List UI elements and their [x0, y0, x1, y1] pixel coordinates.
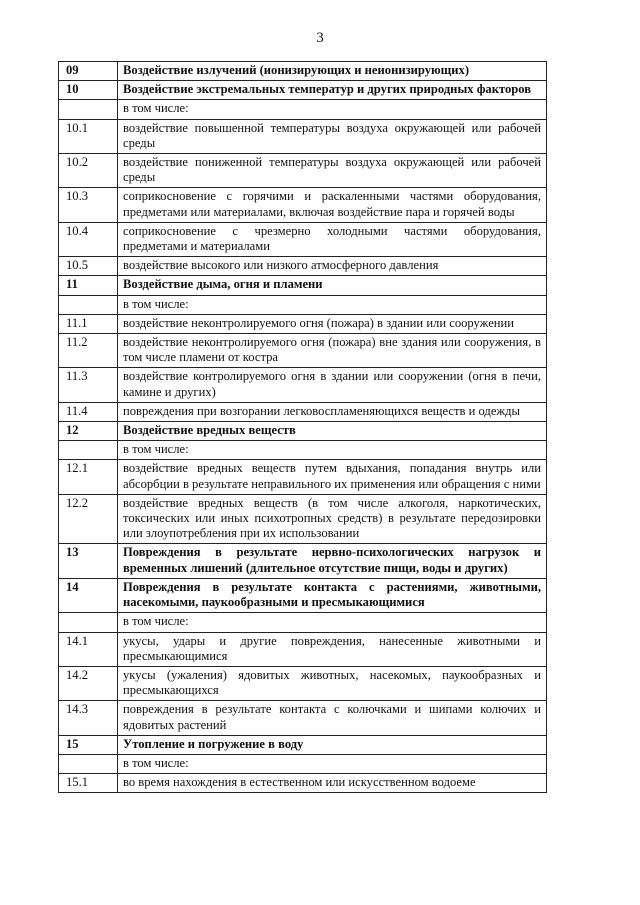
row-description: в том числе: — [118, 441, 547, 460]
row-description: Воздействие дыма, огня и пламени — [118, 276, 547, 295]
row-description: Повреждения в результате контакта с растениями, животными, насекомыми, паукообразными и пресмыкающимися — [118, 578, 547, 612]
row-code: 14.2 — [59, 666, 118, 700]
table-row — [59, 774, 547, 793]
classification-table — [58, 61, 547, 793]
table-row — [59, 314, 547, 333]
row-description: в том числе: — [118, 295, 547, 314]
row-description: Воздействие экстремальных температур и других природных факторов — [118, 81, 547, 100]
row-code: 10.2 — [59, 154, 118, 188]
table-row — [59, 154, 547, 188]
table-row — [59, 494, 547, 544]
table-row — [59, 701, 547, 735]
row-description: укусы, удары и другие повреждения, нанесенные животными и пресмыкающимися — [118, 632, 547, 666]
row-code — [59, 613, 118, 632]
row-description: Воздействие вредных веществ — [118, 422, 547, 441]
table-row — [59, 119, 547, 153]
table-row — [59, 544, 547, 578]
row-code: 14.3 — [59, 701, 118, 735]
row-code: 14.1 — [59, 632, 118, 666]
row-description: воздействие высокого или низкого атмосферного давления — [118, 257, 547, 276]
row-code: 11.2 — [59, 334, 118, 368]
table-row — [59, 295, 547, 314]
row-code: 11.4 — [59, 402, 118, 421]
row-code — [59, 295, 118, 314]
row-description: воздействие пониженной температуры воздуха окружающей или рабочей среды — [118, 154, 547, 188]
row-description: воздействие вредных веществ (в том числе алкоголя, наркотических, токсических или иных психотропных средств) в результате передозировки или злоупотребления при их использовании — [118, 494, 547, 544]
row-code: 15 — [59, 735, 118, 754]
row-code: 12.2 — [59, 494, 118, 544]
row-description: в том числе: — [118, 100, 547, 119]
row-code: 10.1 — [59, 119, 118, 153]
table-row — [59, 422, 547, 441]
row-description: воздействие контролируемого огня в здании или сооружении (огня в печи, камине и других) — [118, 368, 547, 402]
table-row — [59, 402, 547, 421]
row-code: 11.1 — [59, 314, 118, 333]
table-body — [59, 62, 547, 793]
row-code: 10.4 — [59, 222, 118, 256]
row-description: воздействие повышенной температуры воздуха окружающей или рабочей среды — [118, 119, 547, 153]
row-code: 12 — [59, 422, 118, 441]
row-description: Утопление и погружение в воду — [118, 735, 547, 754]
row-description: в том числе: — [118, 754, 547, 773]
table-row — [59, 613, 547, 632]
table-row — [59, 632, 547, 666]
table-row — [59, 62, 547, 81]
row-description: соприкосновение с чрезмерно холодными частями оборудования, предметами и материалами — [118, 222, 547, 256]
row-description: во время нахождения в естественном или искусственном водоеме — [118, 774, 547, 793]
row-description: Повреждения в результате нервно-психологических нагрузок и временных лишений (длительное отсутствие пищи, воды и других) — [118, 544, 547, 578]
table-row — [59, 334, 547, 368]
row-code: 13 — [59, 544, 118, 578]
table-row — [59, 81, 547, 100]
row-code: 12.1 — [59, 460, 118, 494]
row-description: повреждения в результате контакта с колючками и шипами колючих и ядовитых растений — [118, 701, 547, 735]
page-number: 3 — [316, 30, 324, 46]
row-code: 11.3 — [59, 368, 118, 402]
row-description: в том числе: — [118, 613, 547, 632]
row-code: 11 — [59, 276, 118, 295]
table-row — [59, 188, 547, 222]
table-row — [59, 754, 547, 773]
table-row — [59, 222, 547, 256]
row-description: воздействие вредных веществ путем вдыхания, попадания внутрь или абсорбции в результате неправильного их применения или обращения с ними — [118, 460, 547, 494]
row-description: соприкосновение с горячими и раскаленными частями оборудования, предметами или материалами, включая воздействие пара и горячей воды — [118, 188, 547, 222]
row-code: 09 — [59, 62, 118, 81]
table-row — [59, 666, 547, 700]
table-row — [59, 578, 547, 612]
row-code — [59, 100, 118, 119]
table-row — [59, 460, 547, 494]
row-code: 10 — [59, 81, 118, 100]
table-row — [59, 368, 547, 402]
table-row — [59, 276, 547, 295]
table-row — [59, 100, 547, 119]
table-row — [59, 441, 547, 460]
row-code: 15.1 — [59, 774, 118, 793]
row-description: воздействие неконтролируемого огня (пожара) вне здания или сооружения, в том числе пламени от костра — [118, 334, 547, 368]
row-description: воздействие неконтролируемого огня (пожара) в здании или сооружении — [118, 314, 547, 333]
row-description: укусы (ужаления) ядовитых животных, насекомых, паукообразных и пресмыкающихся — [118, 666, 547, 700]
row-code: 10.3 — [59, 188, 118, 222]
table-row — [59, 735, 547, 754]
row-code: 10.5 — [59, 257, 118, 276]
row-code: 14 — [59, 578, 118, 612]
row-description: Воздействие излучений (ионизирующих и неионизирующих) — [118, 62, 547, 81]
row-code — [59, 754, 118, 773]
table-row — [59, 257, 547, 276]
row-code — [59, 441, 118, 460]
row-description: повреждения при возгорании легковоспламеняющихся веществ и одежды — [118, 402, 547, 421]
